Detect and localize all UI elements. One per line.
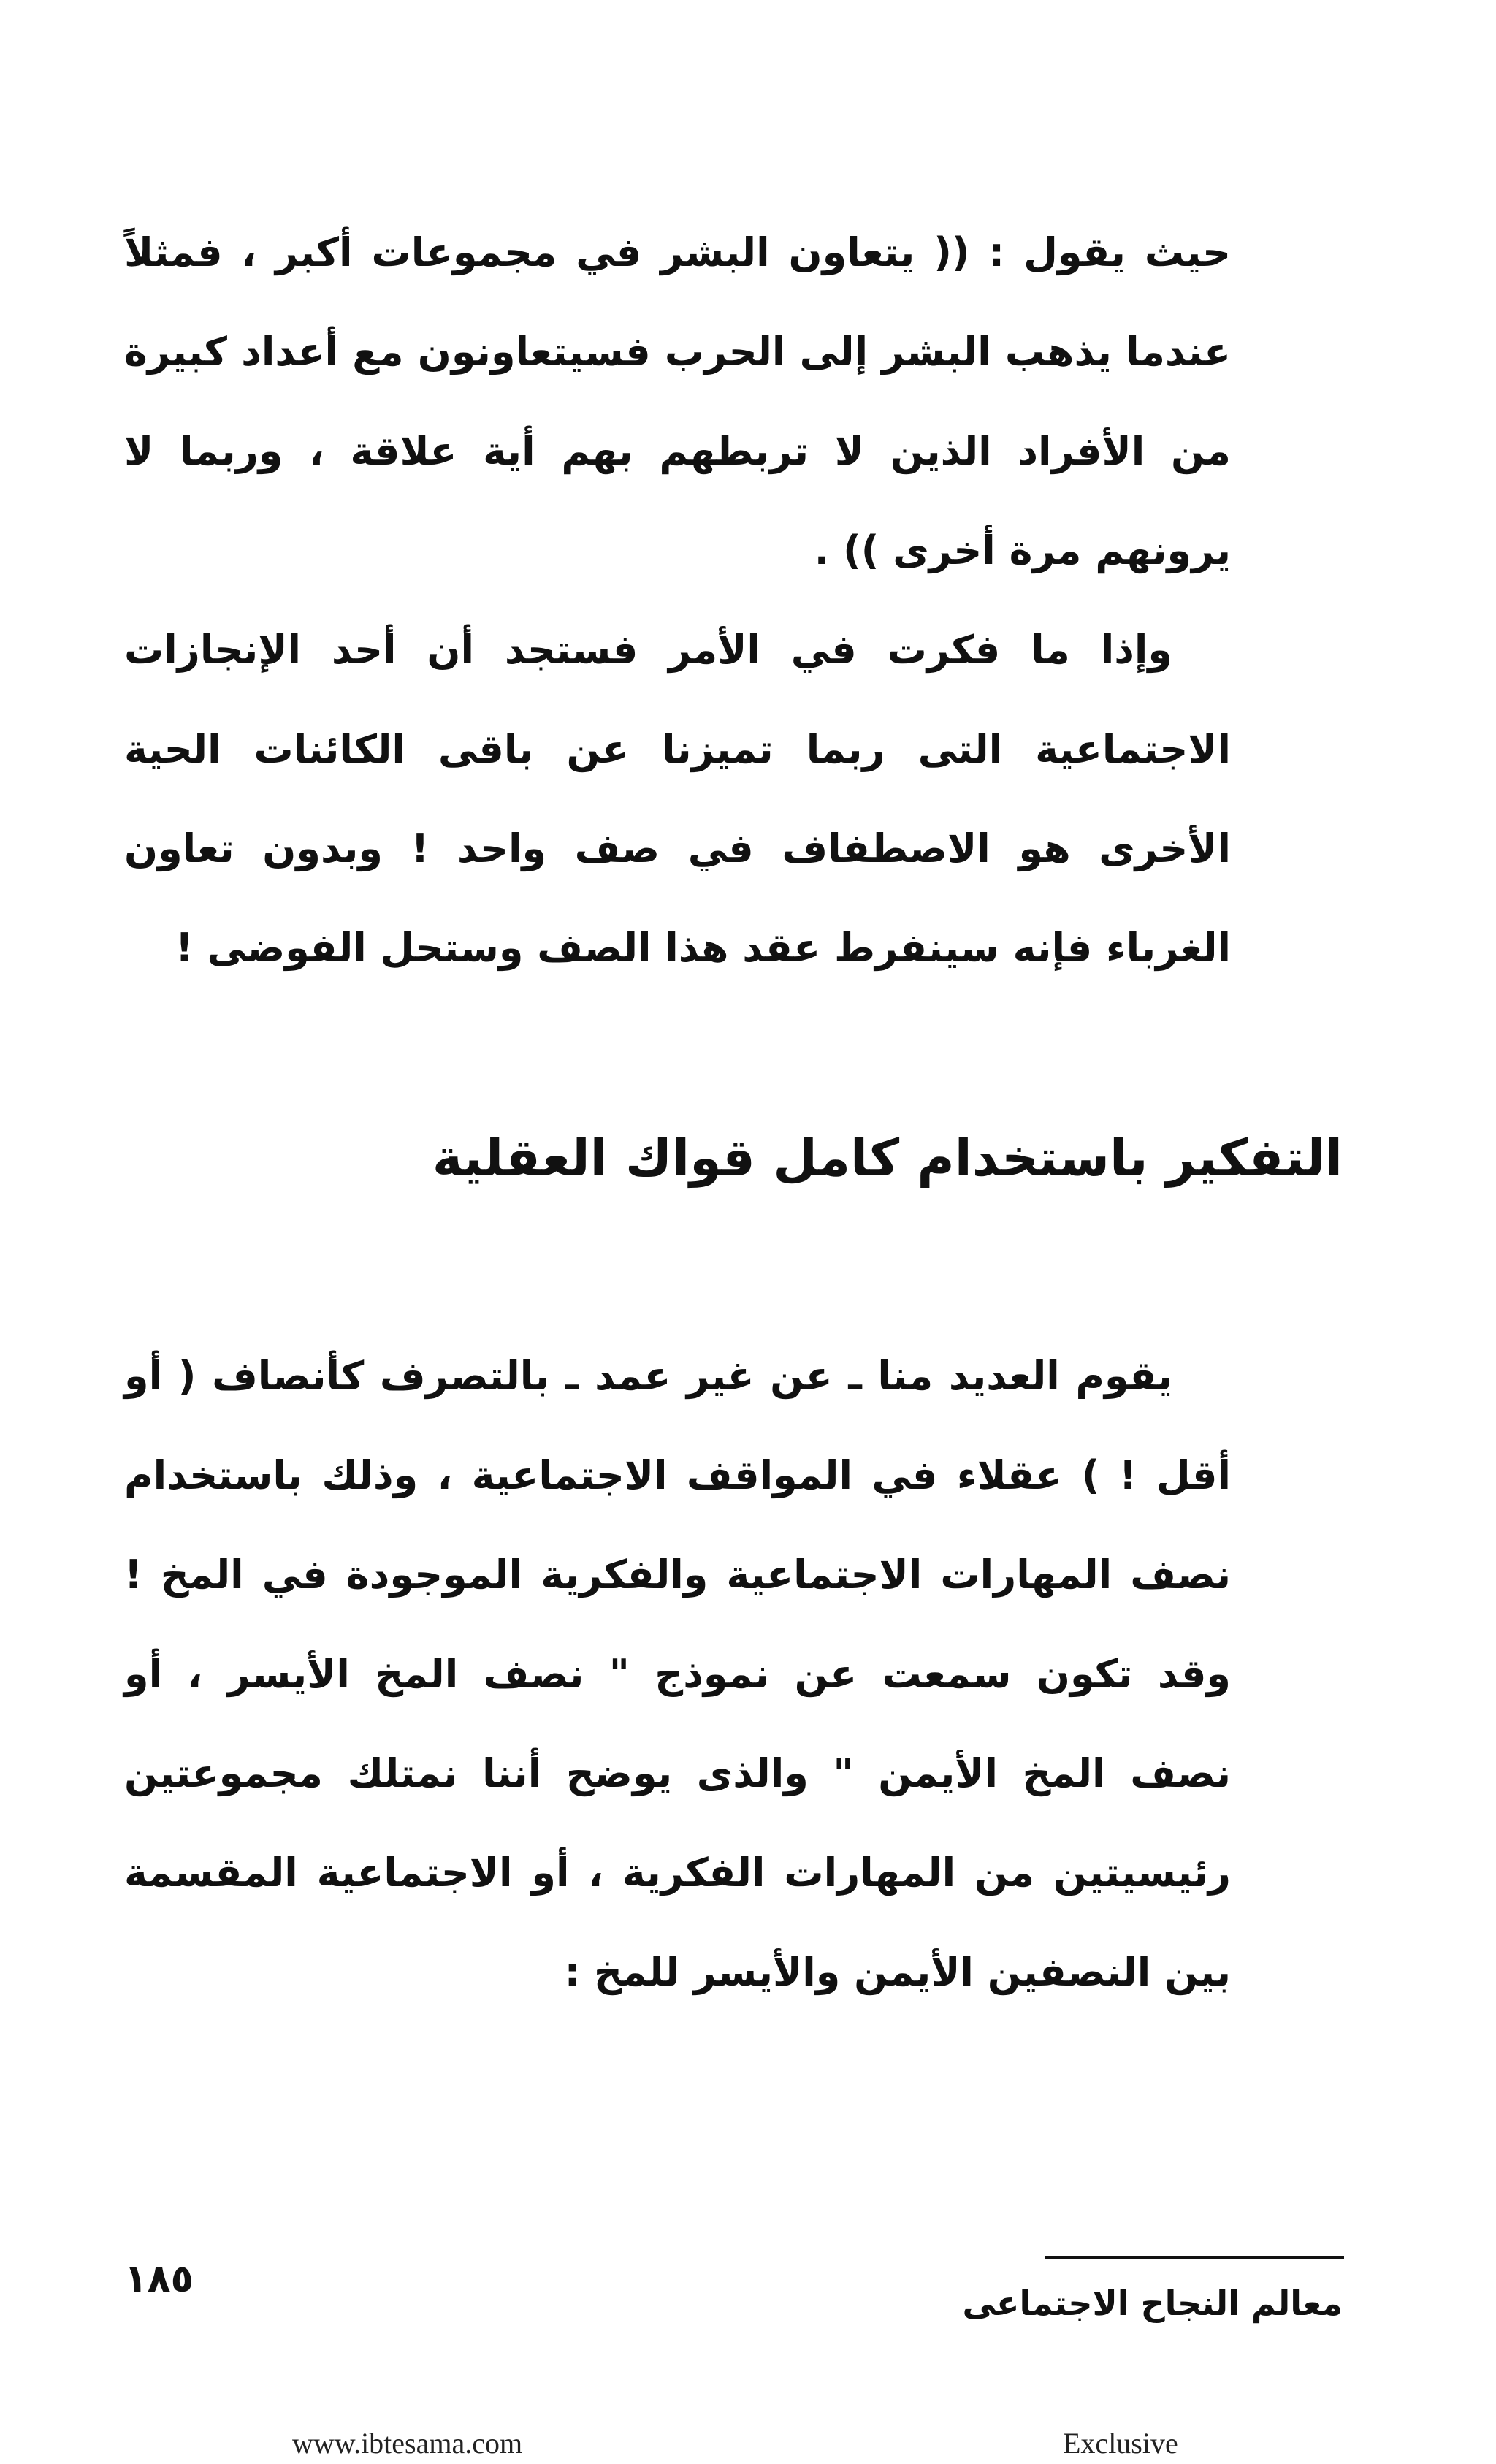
watermark-site: www.ibtesama.com [292,2427,523,2460]
opening-paragraphs [124,203,1231,998]
section-heading: التفكير باستخدام كامل قواك العقلية [432,1128,1343,1188]
page-number: ١٨٥ [124,2257,194,2301]
social-achievement-paragraph: وإذا ما فكرت في الأمر فستجد أن أحد الإنجازات الاجتماعية التى ربما تميزنا عن باقى الكائنات الحية الأخرى هو الاصطفاف في صف واحد ! وبدون تعاون الغرباء فإنه سينفرط عقد هذا الصف وستحل الفوضى ! [124,627,1231,971]
watermark-label: Exclusive [1063,2427,1178,2460]
quote-paragraph: حيث يقول : (( يتعاون البشر في مجموعات أكبر ، فمثلاً عندما يذهب البشر إلى الحرب فسيتعاونون مع أعداد كبيرة من الأفراد الذين لا تربطهم بهم أية علاقة ، وربما لا يرونهم مرة أخرى )) . [124,229,1231,573]
footer-rule [1045,2256,1344,2259]
section-body [124,1327,1231,2022]
brain-halves-paragraph: يقوم العديد منا ـ عن غير عمد ـ بالتصرف كأنصاف ( أو أقل ! ) عقلاء في المواقف الاجتماعية ، وذلك باستخدام نصف المهارات الاجتماعية والفكرية الموجودة في المخ ! وقد تكون سمعت عن نموذج " نصف المخ الأيسر ، أو نصف المخ الأيمن " والذى يوضح أننا نمتلك مجموعتين رئيسيتين من المهارات الفكرية ، أو الاجتماعية المقسمة بين النصفين الأيمن والأيسر للمخ : [124,1353,1231,1995]
running-book-title: معالم النجاح الاجتماعى [962,2284,1343,2323]
